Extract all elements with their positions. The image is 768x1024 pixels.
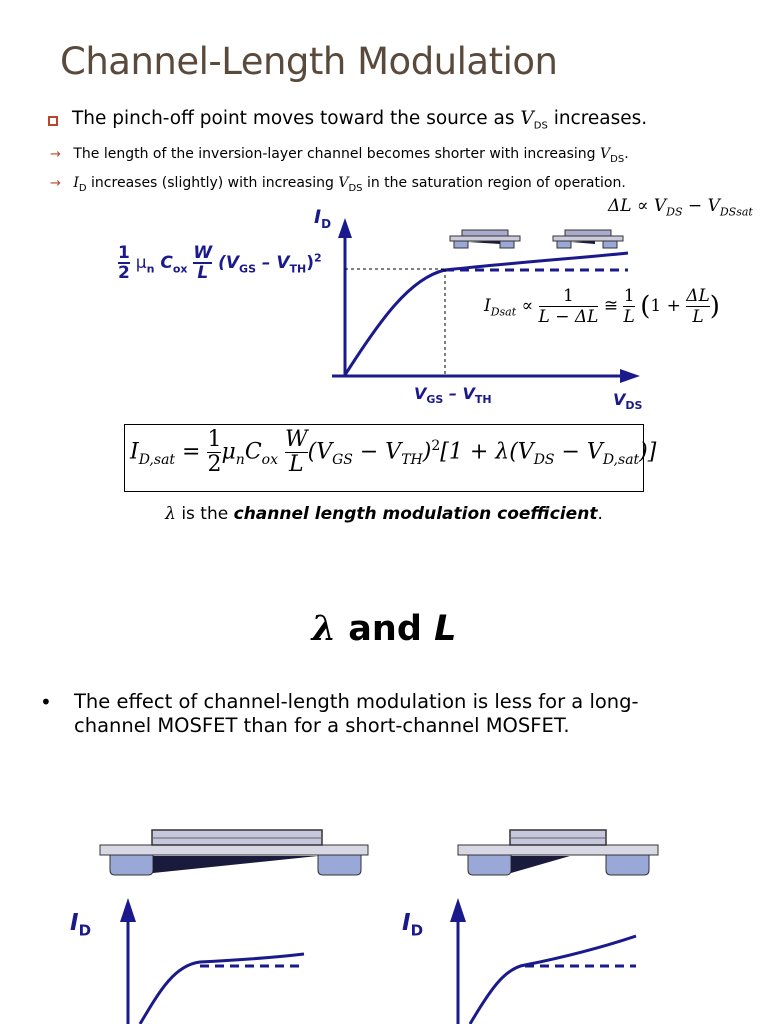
idsat-paren-open: 1 + — [650, 296, 681, 316]
eq-minus: − V — [352, 439, 402, 465]
sat-close: ) — [306, 253, 314, 273]
bullet-main-sub: DS — [533, 120, 548, 132]
mosfet-icon-small-2 — [553, 230, 623, 248]
eq-L: L — [285, 452, 308, 477]
idsat-sub: Dsat — [490, 305, 517, 319]
idsat-dL: ΔL — [686, 286, 710, 306]
heading-L: L — [434, 609, 457, 649]
arrow2-sub2: DS — [348, 182, 363, 194]
bullet-dot: • — [40, 690, 52, 714]
arrow2-sub: D — [78, 182, 87, 194]
sat-gs: GS — [239, 262, 256, 276]
bullet-main — [72, 108, 647, 132]
sat-minus: – V — [256, 253, 290, 273]
eq-sq: 2 — [431, 438, 441, 455]
prop-eq: ΔL ∝ V — [608, 196, 667, 216]
sat-th: TH — [289, 262, 307, 276]
eq-th: TH — [401, 451, 423, 468]
eq-gs: GS — [332, 451, 353, 468]
left-y-label-sub: D — [78, 921, 92, 940]
idsat-den: L − ΔL — [538, 307, 599, 327]
sat-C: C — [160, 253, 173, 273]
arrow-right-icon: → — [50, 176, 61, 191]
heading-lambda: λ — [311, 608, 337, 649]
arrow1-var: V — [600, 146, 611, 162]
long-channel-mosfet-icon — [100, 830, 368, 875]
left-y-label — [70, 910, 91, 940]
knee-mid: – V — [443, 384, 475, 403]
eq-lhs-sub: D,sat — [138, 451, 176, 468]
square-bullet-icon — [48, 116, 58, 126]
eq-end: )] — [639, 439, 657, 465]
sat-sq: 2 — [314, 251, 322, 265]
idsat-I: I — [484, 296, 491, 316]
arrow1-post: . — [624, 146, 629, 162]
sat-mu: μ — [135, 253, 147, 273]
prop-ds: DS — [666, 205, 683, 219]
eq-paren1-close: ) — [422, 439, 432, 465]
caption-coefficient: channel length modulation coefficient — [233, 504, 598, 524]
knee-label — [414, 384, 492, 406]
eq-dsat: D,sat — [602, 451, 640, 468]
idsat-proportion: $I_{Dsat} \propto \frac{1}{L - \Delta L}$ ≅ $\frac{1}{L}$ ($1 + \frac{\Delta L}{L}$ ) — [484, 286, 720, 327]
bullet-main-post: increases. — [547, 108, 648, 129]
x-axis-label-main: V — [613, 390, 626, 409]
y-axis-label-main: I — [314, 206, 322, 228]
right-id-curve — [470, 936, 636, 1024]
section-paragraph: The effect of channel-length modulation is less for a long-channel MOSFET than for a short-channel MOSFET. — [74, 690, 639, 737]
idsat-num: 1 — [563, 286, 574, 306]
y-axis-label — [314, 206, 331, 231]
eq-lhs: I — [130, 439, 139, 465]
right-y-label-sub: D — [410, 921, 424, 940]
mosfet-icon-small-1 — [450, 230, 520, 248]
eq-mu-sub: n — [235, 451, 245, 468]
bullet-main-var: V — [520, 108, 534, 129]
x-axis-label — [613, 390, 642, 412]
main-equation — [130, 428, 656, 477]
x-axis-label-sub: DS — [625, 399, 643, 413]
arrow1-text: The length of the inversion-layer channel becomes shorter with increasing — [73, 146, 601, 162]
arrow2-post: in the saturation region of operation. — [362, 175, 626, 191]
short-channel-mosfet-icon — [458, 830, 658, 875]
idsat-L2: L — [686, 306, 710, 327]
arrow2-mid: increases (slightly) with increasing — [86, 175, 339, 191]
eq-C: C — [244, 439, 262, 465]
idsat-approx: ≅ — [603, 296, 619, 316]
caption-lambda: λ — [165, 504, 176, 524]
sat-W: W — [193, 243, 213, 263]
prop-minus: − V — [682, 196, 720, 216]
sat-current-expression — [118, 244, 322, 282]
arrow-right-icon: → — [50, 147, 61, 162]
sat-L: L — [193, 262, 212, 282]
knee-gs: GS — [426, 393, 444, 407]
arrow-bullet-1 — [50, 146, 629, 165]
x-axis-arrow-icon — [620, 369, 640, 383]
left-y-axis-arrow-icon — [120, 898, 136, 922]
caption-period: . — [597, 504, 603, 524]
arrow-bullet-2 — [50, 175, 626, 194]
eq-C-sub: ox — [261, 451, 278, 468]
sat-paren: (V — [218, 253, 240, 273]
eq-equals: = — [182, 439, 201, 465]
y-axis-label-sub: D — [321, 216, 332, 231]
long-vs-short-channel-diagrams — [0, 800, 768, 1024]
right-y-label-main: I — [402, 910, 411, 936]
idsat-prop: ∝ — [521, 296, 534, 316]
eq-bracket: [1 + λ(V — [440, 439, 534, 465]
left-y-label-main: I — [70, 910, 79, 936]
eq-W: W — [285, 427, 308, 452]
eq-half-num: 1 — [207, 427, 222, 452]
lambda-caption — [0, 504, 768, 524]
eq-minus2: − V — [554, 439, 603, 465]
idsat-L: L — [623, 307, 635, 327]
knee-th: TH — [474, 393, 492, 407]
knee-v1: V — [414, 384, 427, 403]
idsat-one: 1 — [623, 286, 635, 306]
sat-half-num: 1 — [118, 243, 130, 263]
eq-mu: μ — [221, 439, 236, 465]
y-axis-arrow-icon — [338, 218, 352, 238]
eq-ds: DS — [533, 451, 555, 468]
arrow1-sub: DS — [610, 153, 625, 165]
section-heading — [0, 608, 768, 649]
sat-C-ox: ox — [172, 262, 188, 276]
sat-half-den: 2 — [118, 263, 130, 283]
caption-is-the: is the — [175, 504, 234, 524]
page-title: Channel-Length Modulation — [60, 40, 558, 83]
prop-dssat: DSsat — [719, 205, 753, 219]
sat-mu-n: n — [146, 262, 155, 276]
arrow2-var: I — [73, 175, 79, 191]
right-y-axis-arrow-icon — [450, 898, 466, 922]
right-y-label — [402, 910, 423, 940]
eq-paren1: (V — [307, 439, 333, 465]
heading-and: and — [336, 609, 435, 649]
eq-half-den: 2 — [207, 452, 222, 477]
arrow2-var2: V — [338, 175, 349, 191]
bullet-main-text: The pinch-off point moves toward the source as — [72, 108, 521, 129]
